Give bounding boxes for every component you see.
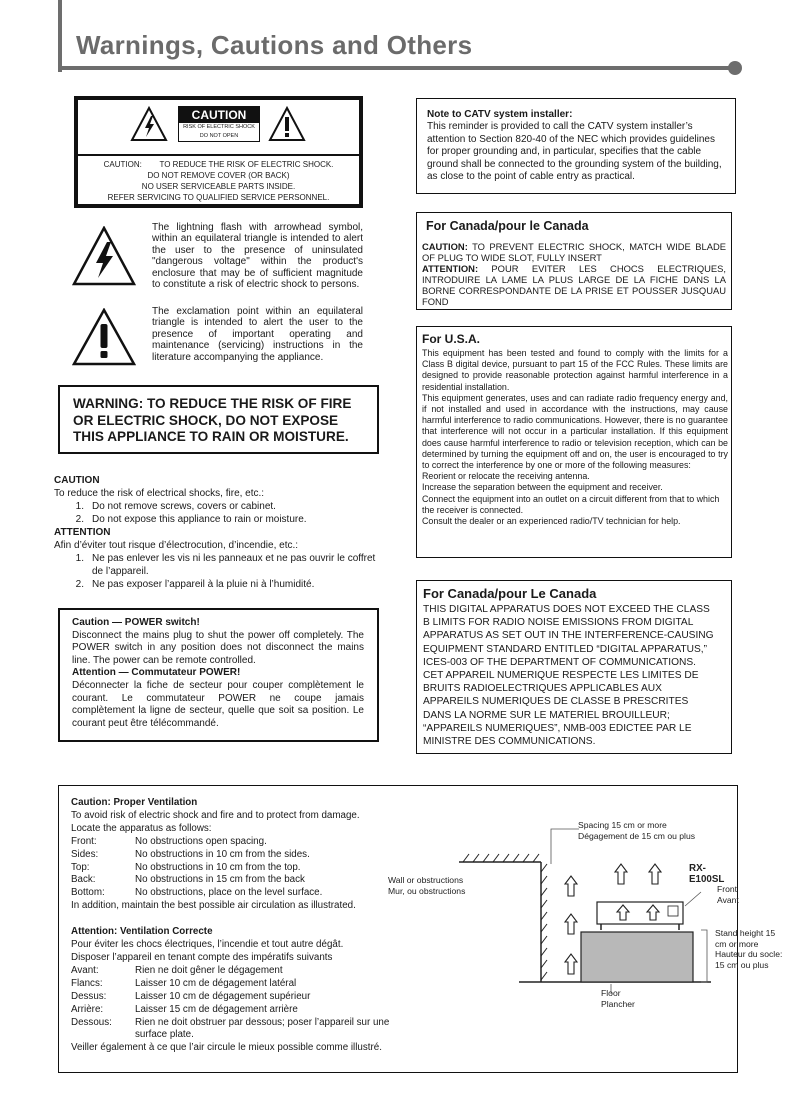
caution-label-sub2: DO NOT OPEN bbox=[199, 133, 239, 139]
lightning-symbol-description: The lightning flash with arrowhead symbol, within an equilateral triangle is intended to alert the user to the presence of uninsulated "dangerous voltage" within the product's enclosure that may be of sufficient magnitude to constitute a risk of electric shock to persons. bbox=[152, 222, 363, 291]
airflow-arrow-up-icon bbox=[649, 864, 661, 884]
canada-ices-heading: For Canada/pour Le Canada bbox=[423, 586, 597, 601]
usa-paragraph-1: This equipment has been tested and found to comply with the limits for a Class B digital device, pursuant to part 15 of the FCC Rules. These limits are designed to provide reasonable protection against harmful interference in a residential installation. bbox=[422, 348, 728, 392]
canada-ices-line: MINISTRE DES COMMUNICATIONS. bbox=[423, 736, 596, 748]
exclamation-symbol-description: The exclamation point within an equilateral triangle is intended to alert the user to the presence of important operating and maintenance (servicing) instructions in the literature accompanying the appliance. bbox=[152, 306, 363, 363]
power-fr-heading: Attention — Commutateur POWER! bbox=[72, 667, 241, 679]
ventilation-row: Top: No obstructions in 10 cm from the top. bbox=[71, 861, 301, 873]
usa-paragraph-2: This equipment generates, uses and can radiate radio frequency energy and, if not installed and used in accordance with the instructions, may cause harmful interference to radio communications. However, there is no guarantee that interference will not occur in a particular installation. If this equipment does cause harmful interference to radio or television reception, which can be determined by turning the equipment off and on, the user is encouraged to try to correct the interference by one or more of the following measures: bbox=[422, 392, 728, 471]
canada-ices-line: EQUIPMENT STANDARD ENTITLED “DIGITAL APPARATUS,” bbox=[423, 643, 707, 655]
header-rule-horizontal bbox=[58, 66, 734, 70]
ventilation-intro: To avoid risk of electric shock and fire and to protect from damage. bbox=[71, 809, 360, 821]
caution-label-title: CAUTION bbox=[179, 107, 259, 123]
stand-bracket bbox=[701, 930, 707, 982]
ventilation-fr-heading: Attention: Ventilation Correcte bbox=[71, 926, 213, 938]
front-pointer bbox=[685, 892, 701, 906]
ventilation-fr-row: Arrière: Laisser 15 cm de dégagement arrière bbox=[71, 1003, 298, 1015]
model-label: RX-E100SL bbox=[689, 863, 725, 885]
usa-fcc-box bbox=[416, 326, 732, 558]
caution-label-text bbox=[78, 159, 359, 203]
usa-measure: Consult the dealer or an experienced radio/TV technician for help. bbox=[422, 516, 681, 527]
ventilation-intro: Locate the apparatus as follows: bbox=[71, 822, 212, 834]
caution-label-divider bbox=[78, 154, 359, 156]
airflow-arrow-up-icon bbox=[615, 864, 627, 884]
catv-heading: Note to CATV system installer: bbox=[427, 109, 573, 120]
front-label: Front Avant bbox=[717, 884, 739, 905]
ventilation-heading: Caution: Proper Ventilation bbox=[71, 797, 198, 808]
canada-ices-line: DANS LA NORME SUR LE MATERIEL BROUILLEUR; bbox=[423, 709, 670, 721]
list-item: 1. Do not remove screws, covers or cabinet. bbox=[75, 501, 276, 512]
caution-label-box bbox=[74, 96, 363, 208]
caution-intro: To reduce the risk of electrical shocks, fire, etc.: bbox=[54, 488, 265, 499]
wall-label: Wall or obstructions Mur, ou obstructions bbox=[388, 875, 466, 896]
caution-label bbox=[178, 106, 260, 142]
canada-ices-box bbox=[416, 580, 732, 754]
attention-heading: ATTENTION bbox=[54, 527, 111, 538]
stand-shape bbox=[581, 932, 693, 982]
airflow-arrow-up-icon bbox=[565, 954, 577, 974]
caution-heading: CAUTION bbox=[54, 475, 100, 486]
caution-label-sub1: RISK OF ELECTRIC SHOCK bbox=[183, 124, 255, 130]
canada-plug-attention: ATTENTION: POUR EVITER LES CHOCS ELECTRIQUES, INTRODUIRE LA LAME LA PLUS LARGE DE LA FICHE DANS LA BORNE CORRESPONDANTE DE LA PRISE ET POUSSER JUSQUAU FOND bbox=[422, 263, 726, 307]
usa-measure: Reorient or relocate the receiving antenna. bbox=[422, 471, 590, 482]
caution-section bbox=[54, 474, 384, 591]
canada-ices-line: “APPAREILS NUMERIQUES”, NMB-003 EDICTEE PAR LE bbox=[423, 722, 692, 734]
list-item: 1. Ne pas enlever les vis ni les panneaux et ne pas ouvrir le coffret de l’appareil. bbox=[75, 553, 376, 577]
ventilation-outro: In addition, maintain the best possible air circulation as illustrated. bbox=[71, 900, 356, 912]
exclamation-warning-icon bbox=[268, 106, 306, 142]
ventilation-fr-outro: Veiller également à ce que l’air circule le mieux possible comme illustré. bbox=[71, 1042, 382, 1054]
caution-label-line1: CAUTION: TO REDUCE THE RISK OF ELECTRIC SHOCK. bbox=[103, 160, 334, 169]
canada-plug-heading: For Canada/pour le Canada bbox=[426, 219, 589, 233]
ventilation-row: Bottom: No obstructions, place on the level surface. bbox=[71, 887, 323, 899]
power-heading: Caution — POWER switch! bbox=[72, 617, 200, 628]
ventilation-row: Sides: No obstructions in 10 cm from the sides. bbox=[71, 848, 310, 860]
wall-hatch bbox=[463, 854, 547, 980]
power-fr-text: Déconnecter la fiche de secteur pour couper complètement le courant. Le commutateur POWER ne coupe jamais complètement la ligne de secteur, quelle que soit sa position. Le courant peut être télécommandé. bbox=[72, 679, 364, 729]
canada-ices-line: THIS DIGITAL APPARATUS DOES NOT EXCEED THE CLASS bbox=[423, 604, 710, 615]
power-text: Disconnect the mains plug to shut the power off completely. The POWER switch in any position does not disconnect the mains line. The power can be remote controlled. bbox=[72, 629, 364, 666]
ventilation-diagram bbox=[388, 820, 783, 1064]
warning-text: WARNING: TO REDUCE THE RISK OF FIRE OR ELECTRIC SHOCK, DO NOT EXPOSE THIS APPLIANCE TO RAIN OR MOISTURE. bbox=[73, 396, 352, 444]
canada-plug-box bbox=[416, 212, 732, 310]
usa-measure: Connect the equipment into an outlet on a circuit different from that to which the receiver is connected. bbox=[422, 493, 720, 515]
spacing-pointer bbox=[551, 829, 579, 864]
catv-note-box bbox=[416, 98, 736, 194]
warning-box bbox=[58, 385, 379, 454]
canada-ices-line: APPARATUS AS SET OUT IN THE INTERFERENCE-CAUSING bbox=[423, 630, 714, 642]
canada-ices-line: ICES-003 OF THE DEPARTMENT OF COMMUNICATIONS. bbox=[423, 656, 697, 668]
header-rule-dot bbox=[728, 61, 742, 75]
caution-label-line3: NO USER SERVICEABLE PARTS INSIDE. bbox=[141, 182, 296, 191]
lightning-triangle-icon bbox=[72, 226, 136, 286]
lightning-warning-icon bbox=[130, 106, 168, 142]
ventilation-row: Back: No obstructions in 15 cm from the back bbox=[71, 874, 305, 886]
usa-measure: Increase the separation between the equipment and receiver. bbox=[422, 482, 663, 493]
receiver-shape bbox=[597, 902, 683, 924]
canada-ices-line: CET APPAREIL NUMERIQUE RESPECTE LES LIMITES DE bbox=[423, 670, 699, 682]
list-item: 2. Ne pas exposer l’appareil à la pluie ni à l’humidité. bbox=[75, 579, 315, 590]
list-item: 2. Do not expose this appliance to rain or moisture. bbox=[75, 514, 307, 525]
ventilation-box bbox=[58, 785, 783, 1073]
floor-label: Floor Plancher bbox=[601, 988, 635, 1009]
page-title: Warnings, Cautions and Others bbox=[76, 30, 473, 60]
catv-text: This reminder is provided to call the CATV system installer’s attention to Section 820-40 of the NEC which provides guidelines for proper grounding and, in particular, specifies that the cable ground shall be connected to the grounding system of the building, as close to the point of cable entry as practical. bbox=[427, 121, 722, 183]
canada-ices-line: B LIMITS FOR RADIO NOISE EMISSIONS FROM DIGITAL bbox=[423, 617, 694, 629]
ventilation-fr-row: Dessus: Laisser 10 cm de dégagement supérieur bbox=[71, 990, 311, 1002]
attention-intro: Afin d’éviter tout risque d’électrocution, d’incendie, etc.: bbox=[54, 540, 299, 551]
ventilation-fr-row: Avant: Rien ne doit gêner le dégagement bbox=[71, 964, 283, 976]
ventilation-illustration bbox=[389, 824, 737, 1064]
canada-ices-line: APPAREILS NUMERIQUES DE CLASSE B PRESCRITES bbox=[423, 696, 689, 708]
header-rule-vertical bbox=[58, 0, 62, 72]
ventilation-fr-row: Dessous: Rien ne doit obstruer par dessous; poser l’appareil sur une surface plate. bbox=[71, 1016, 390, 1041]
ventilation-text bbox=[71, 797, 431, 1055]
exclamation-triangle-icon bbox=[72, 308, 136, 366]
caution-label-line2: DO NOT REMOVE COVER (OR BACK) bbox=[147, 171, 290, 180]
ventilation-row: Front: No obstructions open spacing. bbox=[71, 835, 267, 847]
airflow-arrow-up-icon bbox=[565, 914, 577, 934]
caution-label-line4: REFER SERVICING TO QUALIFIED SERVICE PERSONNEL. bbox=[107, 193, 330, 202]
ventilation-fr-row: Flancs: Laisser 10 cm de dégagement latéral bbox=[71, 977, 297, 989]
ventilation-fr-intro: Disposer l’appareil en tenant compte des impératifs suivants bbox=[71, 951, 333, 963]
stand-height-label: Stand height 15 cm or more Hauteur du socle: 15 cm ou plus bbox=[715, 928, 783, 970]
power-switch-box bbox=[58, 608, 379, 742]
airflow-arrow-up-icon bbox=[565, 876, 577, 896]
usa-heading: For U.S.A. bbox=[422, 332, 481, 346]
ventilation-fr-intro: Pour éviter les chocs électriques, l’incendie et tout autre dégât. bbox=[71, 939, 344, 951]
spacing-label: Spacing 15 cm or more Dégagement de 15 cm ou plus bbox=[578, 820, 696, 841]
canada-ices-line: BRUITS RADIOELECTRIQUES APPLICABLES AUX bbox=[423, 683, 662, 695]
canada-plug-caution: CAUTION: TO PREVENT ELECTRIC SHOCK, MATCH WIDE BLADE OF PLUG TO WIDE SLOT, FULLY INSERT bbox=[422, 241, 726, 263]
